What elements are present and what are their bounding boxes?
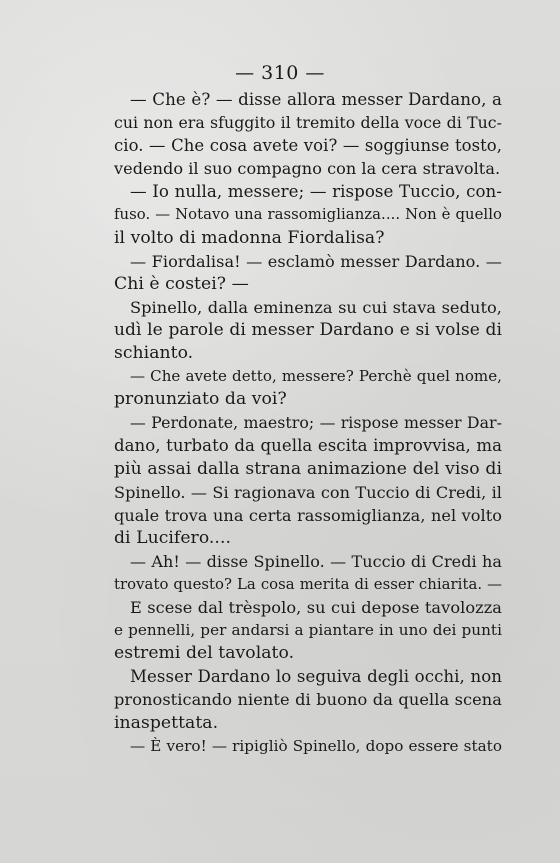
text-line: — Che è? — disse allora messer Dardano, a (130, 90, 502, 109)
text-line: cui non era sfuggito il tremito della voce di Tuc- (114, 113, 502, 133)
text-line: vedendo il suo compagno con la cera stravolta. (114, 159, 501, 179)
text-line: Messer Dardano lo seguiva degli occhi, non (130, 667, 502, 687)
text-line: pronunziato da voi? (114, 389, 287, 410)
text-line: dano, turbato da quella escita improvvisa, ma (114, 436, 502, 456)
text-line: Spinello, dalla eminenza su cui stava seduto, (130, 297, 502, 317)
text-line: — Perdonate, maestro; — rispose messer Dar- (130, 413, 502, 433)
text-line: il volto di madonna Fiordalisa? (114, 227, 385, 248)
text-line: — Che avete detto, messere? Perchè quel nome, (130, 367, 502, 386)
text-line: più assai dalla strana animazione del viso di (114, 458, 502, 479)
text-line: — Ah! — disse Spinello. — Tuccio di Credi ha (130, 551, 502, 571)
text-line: Chi è costei? — (114, 273, 249, 294)
text-line: di Lucifero.... (114, 527, 231, 548)
text-line: — Io nulla, messere; — rispose Tuccio, con- (130, 182, 502, 202)
text-line: udì le parole di messer Dardano e si volse di (114, 319, 502, 340)
text-line: cio. — Che cosa avete voi? — soggiunse tosto, (114, 136, 502, 156)
text-line: E scese dal trèspolo, su cui depose tavolozza (130, 598, 502, 618)
body-text (114, 88, 502, 758)
text-line: Spinello. — Si ragionava con Tuccio di Credi, il (114, 482, 502, 502)
text-line: e pennelli, per andarsi a piantare in uno dei punti (114, 621, 502, 640)
text-line: — Fiordalisa! — esclamò messer Dardano. — (130, 251, 502, 271)
page-number: — 310 — (235, 62, 325, 84)
text-line: inaspettata. (114, 712, 219, 733)
text-line: fuso. — Notavo una rassomiglianza.... Non è quello (114, 206, 502, 224)
text-line: pronosticando niente di buono da quella scena (114, 690, 502, 710)
text-line: quale trova una certa rassomiglianza, nel volto (114, 505, 502, 525)
text-line: trovato questo? La cosa merita di esser chiarita. — (114, 575, 502, 593)
text-line: estremi del tavolato. (114, 643, 295, 664)
text-line: schianto. (114, 343, 194, 364)
text-line: — È vero! — ripigliò Spinello, dopo essere stato (130, 736, 502, 755)
